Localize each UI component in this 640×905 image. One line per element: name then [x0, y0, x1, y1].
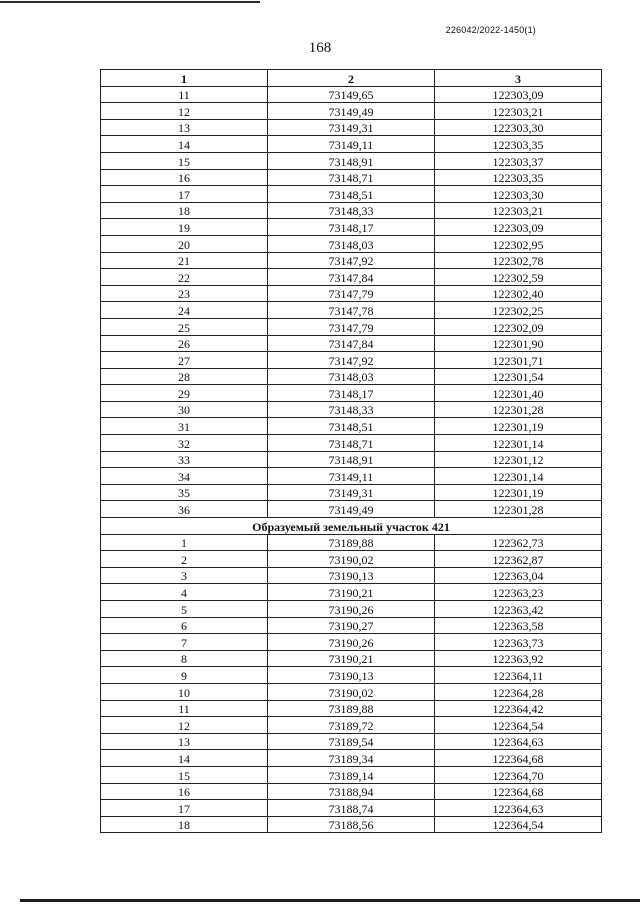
point-number-cell: 12	[101, 717, 268, 734]
x-coordinate-cell: 73147,78	[268, 302, 435, 319]
y-coordinate-cell: 122364,70	[435, 766, 602, 783]
x-coordinate-cell: 73189,54	[268, 733, 435, 750]
x-coordinate-cell: 73190,13	[268, 567, 435, 584]
table-row	[101, 418, 602, 435]
y-coordinate-cell: 122301,54	[435, 368, 602, 385]
table-row	[101, 484, 602, 501]
point-number-cell: 16	[101, 783, 268, 800]
table-row	[101, 584, 602, 601]
x-coordinate-cell: 73147,92	[268, 352, 435, 369]
y-coordinate-cell: 122301,19	[435, 484, 602, 501]
table-row	[101, 501, 602, 518]
x-coordinate-cell: 73190,21	[268, 650, 435, 667]
table-row	[101, 352, 602, 369]
point-number-cell: 22	[101, 269, 268, 286]
point-number-cell: 18	[101, 816, 268, 833]
table-row	[101, 451, 602, 468]
y-coordinate-cell: 122364,63	[435, 800, 602, 817]
point-number-cell: 6	[101, 617, 268, 634]
table-row	[101, 86, 602, 103]
x-coordinate-cell: 73188,94	[268, 783, 435, 800]
y-coordinate-cell: 122362,73	[435, 534, 602, 551]
point-number-cell: 14	[101, 136, 268, 153]
x-coordinate-cell: 73149,49	[268, 103, 435, 120]
table-row	[101, 435, 602, 452]
x-coordinate-cell: 73148,33	[268, 401, 435, 418]
y-coordinate-cell: 122363,04	[435, 567, 602, 584]
point-number-cell: 18	[101, 202, 268, 219]
table-row	[101, 816, 602, 833]
coordinates-table-body	[101, 70, 602, 833]
table-row	[101, 385, 602, 402]
point-number-cell: 19	[101, 219, 268, 236]
table-row	[101, 202, 602, 219]
table-row	[101, 717, 602, 734]
y-coordinate-cell: 122364,68	[435, 783, 602, 800]
table-row	[101, 733, 602, 750]
scan-edge-bottom	[20, 899, 640, 902]
table-row	[101, 252, 602, 269]
table-row	[101, 152, 602, 169]
x-coordinate-cell: 73148,71	[268, 169, 435, 186]
coordinates-table	[100, 69, 602, 833]
column-header-2: 2	[268, 70, 435, 87]
x-coordinate-cell: 73148,91	[268, 152, 435, 169]
x-coordinate-cell: 73147,79	[268, 285, 435, 302]
table-row	[101, 601, 602, 618]
table-row	[101, 235, 602, 252]
y-coordinate-cell: 122303,37	[435, 152, 602, 169]
table-row	[101, 335, 602, 352]
point-number-cell: 14	[101, 750, 268, 767]
point-number-cell: 11	[101, 700, 268, 717]
point-number-cell: 20	[101, 235, 268, 252]
y-coordinate-cell: 122303,35	[435, 169, 602, 186]
column-header-1: 1	[101, 70, 268, 87]
table-row	[101, 650, 602, 667]
y-coordinate-cell: 122303,09	[435, 219, 602, 236]
x-coordinate-cell: 73148,33	[268, 202, 435, 219]
column-header-3: 3	[435, 70, 602, 87]
table-row	[101, 766, 602, 783]
point-number-cell: 34	[101, 468, 268, 485]
table-row	[101, 567, 602, 584]
point-number-cell: 31	[101, 418, 268, 435]
table-header-row	[101, 70, 602, 87]
table-row	[101, 750, 602, 767]
y-coordinate-cell: 122364,28	[435, 683, 602, 700]
x-coordinate-cell: 73190,26	[268, 634, 435, 651]
y-coordinate-cell: 122302,40	[435, 285, 602, 302]
table-row	[101, 551, 602, 568]
y-coordinate-cell: 122303,21	[435, 202, 602, 219]
table-row	[101, 285, 602, 302]
x-coordinate-cell: 73148,51	[268, 186, 435, 203]
x-coordinate-cell: 73148,17	[268, 385, 435, 402]
y-coordinate-cell: 122362,87	[435, 551, 602, 568]
y-coordinate-cell: 122301,19	[435, 418, 602, 435]
table-row	[101, 700, 602, 717]
x-coordinate-cell: 73148,71	[268, 435, 435, 452]
point-number-cell: 13	[101, 119, 268, 136]
y-coordinate-cell: 122363,92	[435, 650, 602, 667]
y-coordinate-cell: 122363,73	[435, 634, 602, 651]
x-coordinate-cell: 73149,11	[268, 136, 435, 153]
point-number-cell: 3	[101, 567, 268, 584]
point-number-cell: 23	[101, 285, 268, 302]
y-coordinate-cell: 122303,09	[435, 86, 602, 103]
table-row	[101, 318, 602, 335]
y-coordinate-cell: 122302,25	[435, 302, 602, 319]
section-row	[101, 518, 602, 535]
point-number-cell: 33	[101, 451, 268, 468]
x-coordinate-cell: 73147,79	[268, 318, 435, 335]
point-number-cell: 26	[101, 335, 268, 352]
y-coordinate-cell: 122364,63	[435, 733, 602, 750]
y-coordinate-cell: 122301,28	[435, 401, 602, 418]
x-coordinate-cell: 73189,14	[268, 766, 435, 783]
x-coordinate-cell: 73189,72	[268, 717, 435, 734]
x-coordinate-cell: 73149,31	[268, 119, 435, 136]
y-coordinate-cell: 122302,95	[435, 235, 602, 252]
point-number-cell: 17	[101, 186, 268, 203]
table-row	[101, 534, 602, 551]
x-coordinate-cell: 73190,02	[268, 551, 435, 568]
x-coordinate-cell: 73147,92	[268, 252, 435, 269]
x-coordinate-cell: 73148,17	[268, 219, 435, 236]
x-coordinate-cell: 73147,84	[268, 335, 435, 352]
x-coordinate-cell: 73148,91	[268, 451, 435, 468]
point-number-cell: 4	[101, 584, 268, 601]
y-coordinate-cell: 122364,54	[435, 717, 602, 734]
table-row	[101, 219, 602, 236]
point-number-cell: 21	[101, 252, 268, 269]
x-coordinate-cell: 73188,74	[268, 800, 435, 817]
x-coordinate-cell: 73188,56	[268, 816, 435, 833]
point-number-cell: 32	[101, 435, 268, 452]
x-coordinate-cell: 73149,49	[268, 501, 435, 518]
table-row	[101, 617, 602, 634]
table-row	[101, 667, 602, 684]
point-number-cell: 17	[101, 800, 268, 817]
table-row	[101, 103, 602, 120]
point-number-cell: 11	[101, 86, 268, 103]
y-coordinate-cell: 122363,42	[435, 601, 602, 618]
page-number: 168	[308, 40, 332, 56]
table-row	[101, 269, 602, 286]
y-coordinate-cell: 122301,71	[435, 352, 602, 369]
y-coordinate-cell: 122303,21	[435, 103, 602, 120]
point-number-cell: 12	[101, 103, 268, 120]
table-row	[101, 119, 602, 136]
y-coordinate-cell: 122363,23	[435, 584, 602, 601]
table-row	[101, 302, 602, 319]
point-number-cell: 7	[101, 634, 268, 651]
point-number-cell: 9	[101, 667, 268, 684]
point-number-cell: 16	[101, 169, 268, 186]
point-number-cell: 35	[101, 484, 268, 501]
y-coordinate-cell: 122301,28	[435, 501, 602, 518]
table-row	[101, 634, 602, 651]
x-coordinate-cell: 73149,31	[268, 484, 435, 501]
point-number-cell: 27	[101, 352, 268, 369]
point-number-cell: 15	[101, 152, 268, 169]
y-coordinate-cell: 122363,58	[435, 617, 602, 634]
y-coordinate-cell: 122301,14	[435, 468, 602, 485]
x-coordinate-cell: 73149,65	[268, 86, 435, 103]
x-coordinate-cell: 73148,03	[268, 235, 435, 252]
point-number-cell: 13	[101, 733, 268, 750]
table-row	[101, 136, 602, 153]
x-coordinate-cell: 73190,27	[268, 617, 435, 634]
table-row	[101, 401, 602, 418]
y-coordinate-cell: 122364,42	[435, 700, 602, 717]
y-coordinate-cell: 122303,30	[435, 119, 602, 136]
point-number-cell: 2	[101, 551, 268, 568]
point-number-cell: 36	[101, 501, 268, 518]
x-coordinate-cell: 73189,34	[268, 750, 435, 767]
x-coordinate-cell: 73190,02	[268, 683, 435, 700]
point-number-cell: 1	[101, 534, 268, 551]
table-row	[101, 783, 602, 800]
y-coordinate-cell: 122302,59	[435, 269, 602, 286]
table-row	[101, 800, 602, 817]
table-row	[101, 169, 602, 186]
y-coordinate-cell: 122301,14	[435, 435, 602, 452]
table-row	[101, 368, 602, 385]
x-coordinate-cell: 73149,11	[268, 468, 435, 485]
x-coordinate-cell: 73189,88	[268, 534, 435, 551]
y-coordinate-cell: 122364,54	[435, 816, 602, 833]
y-coordinate-cell: 122302,78	[435, 252, 602, 269]
section-title: Образуемый земельный участок 421	[101, 518, 602, 535]
document-code: 226042/2022-1450(1)	[445, 25, 536, 35]
point-number-cell: 5	[101, 601, 268, 618]
x-coordinate-cell: 73190,21	[268, 584, 435, 601]
table-row	[101, 468, 602, 485]
point-number-cell: 25	[101, 318, 268, 335]
y-coordinate-cell: 122302,09	[435, 318, 602, 335]
y-coordinate-cell: 122303,30	[435, 186, 602, 203]
point-number-cell: 10	[101, 683, 268, 700]
y-coordinate-cell: 122301,90	[435, 335, 602, 352]
x-coordinate-cell: 73147,84	[268, 269, 435, 286]
table-row	[101, 186, 602, 203]
y-coordinate-cell: 122364,11	[435, 667, 602, 684]
y-coordinate-cell: 122301,40	[435, 385, 602, 402]
point-number-cell: 29	[101, 385, 268, 402]
y-coordinate-cell: 122364,68	[435, 750, 602, 767]
y-coordinate-cell: 122301,12	[435, 451, 602, 468]
point-number-cell: 28	[101, 368, 268, 385]
point-number-cell: 15	[101, 766, 268, 783]
x-coordinate-cell: 73148,03	[268, 368, 435, 385]
x-coordinate-cell: 73190,26	[268, 601, 435, 618]
point-number-cell: 8	[101, 650, 268, 667]
scan-edge-top	[0, 1, 260, 3]
x-coordinate-cell: 73190,13	[268, 667, 435, 684]
y-coordinate-cell: 122303,35	[435, 136, 602, 153]
x-coordinate-cell: 73189,88	[268, 700, 435, 717]
point-number-cell: 30	[101, 401, 268, 418]
x-coordinate-cell: 73148,51	[268, 418, 435, 435]
table-row	[101, 683, 602, 700]
point-number-cell: 24	[101, 302, 268, 319]
